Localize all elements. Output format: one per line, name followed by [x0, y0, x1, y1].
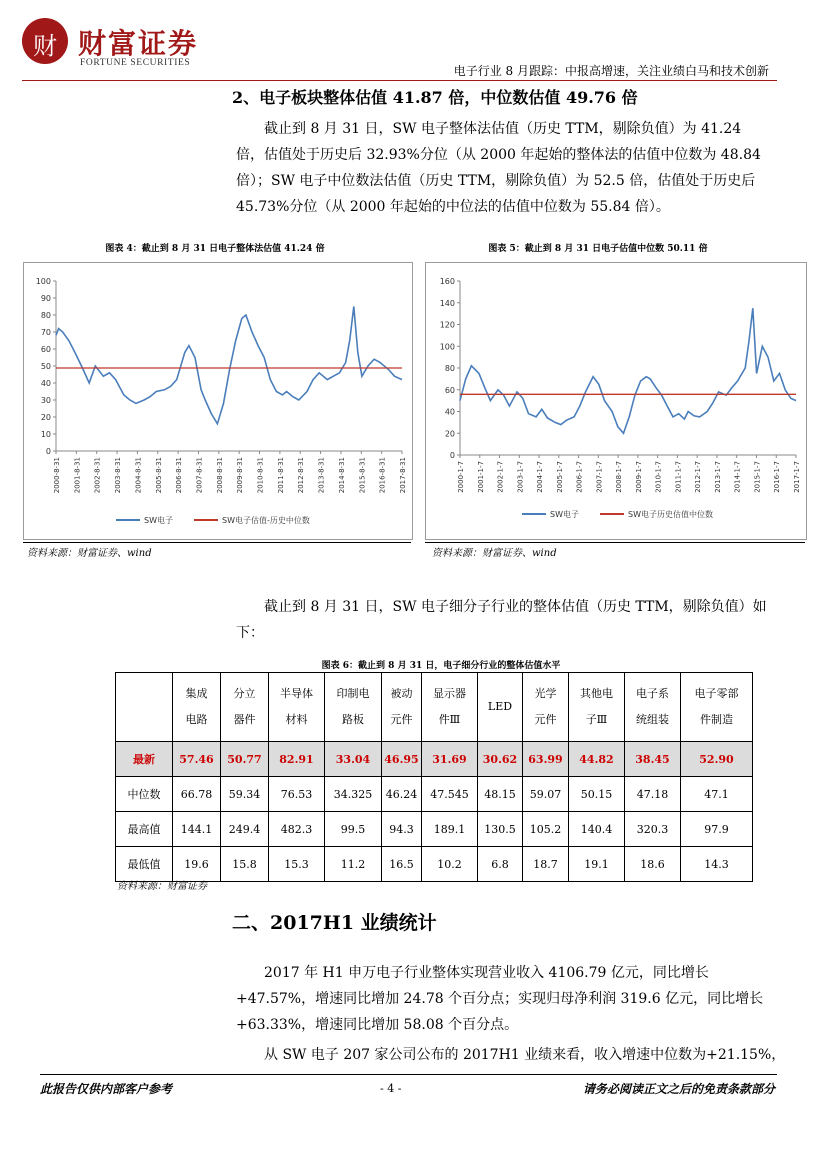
- figure5-caption: 图表 5：截止到 8 月 31 日电子估值中位数 50.11 倍: [488, 244, 708, 254]
- table-corner-cell: [116, 673, 173, 742]
- table-cell: 48.15: [478, 777, 523, 812]
- company-name-en: FORTUNE SECURITIES: [80, 58, 191, 68]
- table-header-cell: [422, 673, 478, 742]
- header-line: 集成: [185, 687, 208, 700]
- table-cell: 140.4: [569, 812, 625, 847]
- x-tick-label: 2003-8-31: [114, 457, 123, 494]
- table-header-cell: [382, 673, 422, 742]
- table-cell: 44.82: [569, 742, 625, 777]
- figure5-source: 资料来源：财富证券、wind: [432, 548, 557, 559]
- table-cell: 66.78: [173, 777, 221, 812]
- figure4-source: 资料来源：财富证券、wind: [27, 548, 152, 559]
- table-row: [116, 777, 753, 812]
- header-line: 被动: [390, 687, 413, 700]
- table-cell: 15.8: [221, 847, 269, 882]
- header-line: 其他电: [580, 687, 613, 700]
- valuation-paragraph: 截止到 8 月 31 日，SW 电子整体法估值（历史 TTM，剔除负值）为 41.24 倍，估值处于历史后 32.93%分位（从 2000 年起始的整体法的估值中位数为 48.84 倍）；SW 电子中位数法估值（历史 TTM，剔除负值）为 52.5 倍，估值处于历史后 45.73%分位（从 2000 年起始的中位法的估值中位数为 55.84 倍）。: [236, 121, 761, 215]
- table-cell: 76.53: [269, 777, 325, 812]
- table-header-cell: [681, 673, 753, 742]
- header-line: 半导体: [280, 687, 313, 700]
- x-tick-label: 2005-1-7: [555, 461, 564, 493]
- x-tick-label: 2001-1-7: [476, 461, 485, 493]
- x-tick-label: 2010-1-7: [654, 461, 663, 493]
- header-line: LED: [487, 700, 513, 713]
- performance-paragraph-1: 2017 年 H1 申万电子行业整体实现营业收入 4106.79 亿元，同比增长+47.57%，增速同比增加 24.78 个百分点；实现归母净利润 319.6 亿元，同比增长+63.33%，增速同比增加 58.08 个百分点。: [236, 965, 764, 1033]
- y-tick-label: 100: [439, 342, 455, 352]
- table-header-cell: [325, 673, 382, 742]
- y-tick-label: 20: [444, 429, 455, 439]
- header-line: 元件: [390, 713, 413, 726]
- table-cell: 59.07: [523, 777, 569, 812]
- table-header-cell: [478, 673, 523, 742]
- chart4: [24, 263, 412, 539]
- y-tick-label: 40: [444, 407, 455, 417]
- valuation-table: [115, 672, 753, 882]
- x-tick-label: 2004-8-31: [134, 457, 143, 494]
- table-cell: 130.5: [478, 812, 523, 847]
- company-name-cn: 财富证券: [78, 27, 199, 60]
- table-cell: 82.91: [269, 742, 325, 777]
- x-tick-label: 2015-1-7: [753, 461, 762, 493]
- table-cell: 46.24: [382, 777, 422, 812]
- x-tick-label: 2007-8-31: [195, 457, 204, 494]
- x-tick-label: 2002-8-31: [93, 457, 102, 494]
- x-tick-label: 2014-1-7: [733, 461, 742, 493]
- y-tick-label: 40: [40, 379, 51, 388]
- row-label: 最高值: [116, 812, 173, 847]
- table-header-row: [116, 673, 753, 742]
- header-line: 分立: [233, 687, 256, 700]
- table-cell: 320.3: [625, 812, 681, 847]
- y-tick-label: 10: [40, 430, 51, 439]
- header-line: 件制造: [700, 713, 733, 726]
- y-tick-label: 80: [444, 364, 455, 373]
- company-logo: [22, 18, 68, 64]
- table-cell: 6.8: [478, 847, 523, 882]
- table6-source: 资料来源：财富证券: [117, 881, 207, 892]
- report-title: 电子行业 8 月跟踪：中报高增速，关注业绩白马和技术创新: [453, 64, 769, 78]
- y-tick-label: 140: [439, 298, 455, 308]
- table-header-cell: [625, 673, 681, 742]
- x-tick-label: 2000-8-31: [53, 457, 61, 494]
- table-cell: 11.2: [325, 847, 382, 882]
- header-line: 电路: [185, 713, 208, 726]
- table-row: [116, 847, 753, 882]
- table6-caption: 图表 6：截止到 8 月 31 日，电子细分行业的整体估值水平: [321, 661, 561, 671]
- table-header-cell: [173, 673, 221, 742]
- legend-label: SW电子估值-历史中位数: [222, 516, 310, 525]
- header-line: 电子系: [636, 687, 669, 700]
- x-tick-label: 2011-1-7: [674, 461, 683, 493]
- footer-rule: [40, 1074, 777, 1075]
- table-header-cell: [221, 673, 269, 742]
- legend-label: SW电子: [550, 510, 579, 519]
- table-cell: 18.7: [523, 847, 569, 882]
- x-tick-label: 2006-8-31: [175, 457, 184, 494]
- table-header-cell: [269, 673, 325, 742]
- table-cell: 52.90: [681, 742, 753, 777]
- table-cell: 97.9: [681, 812, 753, 847]
- y-tick-label: 30: [40, 396, 51, 405]
- table-cell: 19.6: [173, 847, 221, 882]
- x-tick-label: 2007-1-7: [595, 461, 604, 493]
- legend-label: SW电子历史估值中位数: [628, 510, 713, 519]
- y-tick-label: 60: [40, 345, 51, 354]
- chart5-frame: [425, 262, 807, 540]
- performance-paragraph-2: 从 SW 电子 207 家公司公布的 2017H1 业绩来看，收入增速中位数为+21.15%，: [264, 1047, 786, 1063]
- table-row: [116, 812, 753, 847]
- x-tick-label: 2012-8-31: [297, 457, 306, 494]
- header-line: 材料: [285, 713, 308, 726]
- section-heading: 2、电子板块整体估值 41.87 倍，中位数估值 49.76 倍: [232, 88, 638, 107]
- header-line: 元件: [534, 713, 557, 726]
- series-line: [460, 308, 796, 433]
- table-cell: 38.45: [625, 742, 681, 777]
- row-label: 最新: [116, 742, 173, 777]
- table-cell: 249.4: [221, 812, 269, 847]
- table-cell: 31.69: [422, 742, 478, 777]
- y-tick-label: 90: [40, 294, 51, 303]
- x-tick-label: 2004-1-7: [536, 461, 545, 493]
- header-line: 件Ⅲ: [438, 713, 461, 726]
- y-tick-label: 0: [449, 451, 455, 460]
- table-cell: 63.99: [523, 742, 569, 777]
- table-cell: 14.3: [681, 847, 753, 882]
- x-tick-label: 2005-8-31: [154, 457, 163, 494]
- x-tick-label: 2009-8-31: [236, 457, 245, 494]
- x-tick-label: 2001-8-31: [73, 457, 82, 494]
- table-cell: 50.77: [221, 742, 269, 777]
- page-number: - 4 -: [380, 1082, 402, 1095]
- table-cell: 57.46: [173, 742, 221, 777]
- figure4-caption: 图表 4：截止到 8 月 31 日电子整体法估值 41.24 倍: [105, 244, 325, 254]
- x-tick-label: 2009-1-7: [634, 461, 643, 493]
- header-line: 电子零部: [694, 687, 739, 700]
- y-tick-label: 100: [35, 277, 51, 286]
- x-tick-label: 2002-1-7: [496, 461, 505, 493]
- table-header-cell: [569, 673, 625, 742]
- x-tick-label: 2008-8-31: [215, 457, 224, 494]
- chapter-heading: 二、2017H1 业绩统计: [232, 912, 437, 934]
- x-tick-label: 2010-8-31: [256, 457, 265, 494]
- x-tick-label: 2013-8-31: [317, 457, 326, 494]
- header-rule: [22, 80, 777, 81]
- x-tick-label: 2003-1-7: [516, 461, 525, 493]
- table-cell: 99.5: [325, 812, 382, 847]
- x-tick-label: 2013-1-7: [713, 461, 722, 493]
- x-tick-label: 2017-8-31: [399, 457, 407, 494]
- table-cell: 105.2: [523, 812, 569, 847]
- x-tick-label: 2011-8-31: [276, 457, 285, 494]
- y-tick-label: 80: [40, 311, 51, 320]
- source-rule: [425, 542, 805, 543]
- logo-glyph: 财: [33, 32, 57, 60]
- table-cell: 47.1: [681, 777, 753, 812]
- y-tick-label: 50: [40, 362, 51, 371]
- y-tick-label: 60: [444, 385, 455, 395]
- header-line: 器件: [233, 713, 256, 726]
- x-tick-label: 2017-1-7: [793, 461, 801, 493]
- row-label: 中位数: [116, 777, 173, 812]
- table6-wrapper: [115, 672, 753, 882]
- table-cell: 46.95: [382, 742, 422, 777]
- x-tick-label: 2015-8-31: [358, 457, 367, 494]
- table-cell: 19.1: [569, 847, 625, 882]
- table-cell: 50.15: [569, 777, 625, 812]
- table-cell: 34.325: [325, 777, 382, 812]
- x-tick-label: 2008-1-7: [615, 461, 624, 493]
- header-line: 统组装: [636, 713, 669, 726]
- table-cell: 18.6: [625, 847, 681, 882]
- source-rule: [23, 542, 411, 543]
- table-cell: 94.3: [382, 812, 422, 847]
- table-header-cell: [523, 673, 569, 742]
- table-cell: 189.1: [422, 812, 478, 847]
- footer-disclaimer: 此报告仅供内部客户参考: [40, 1082, 173, 1096]
- x-tick-label: 2014-8-31: [337, 457, 346, 494]
- table-cell: 482.3: [269, 812, 325, 847]
- x-tick-label: 2000-1-7: [457, 461, 465, 493]
- table-cell: 47.18: [625, 777, 681, 812]
- series-line: [56, 307, 402, 424]
- y-tick-label: 0: [45, 447, 51, 456]
- table-cell: 16.5: [382, 847, 422, 882]
- table-cell: 144.1: [173, 812, 221, 847]
- header-line: 显示器: [433, 687, 466, 700]
- x-tick-label: 2012-1-7: [694, 461, 703, 493]
- x-tick-label: 2006-1-7: [575, 461, 584, 493]
- y-tick-label: 120: [439, 320, 455, 330]
- chart5: [426, 263, 806, 539]
- y-tick-label: 20: [40, 413, 51, 422]
- table-cell: 59.34: [221, 777, 269, 812]
- table-row: [116, 742, 753, 777]
- table-cell: 33.04: [325, 742, 382, 777]
- header-line: 路板: [342, 713, 364, 726]
- x-tick-label: 2016-8-31: [378, 457, 387, 494]
- footer-notice: 请务必阅读正文之后的免责条款部分: [582, 1082, 775, 1096]
- table-cell: 47.545: [422, 777, 478, 812]
- chart4-frame: [23, 262, 413, 540]
- y-tick-label: 70: [40, 328, 51, 337]
- row-label: 最低值: [116, 847, 173, 882]
- table-cell: 10.2: [422, 847, 478, 882]
- table-cell: 30.62: [478, 742, 523, 777]
- legend-label: SW电子: [144, 516, 173, 525]
- subindustry-paragraph: 截止到 8 月 31 日，SW 电子细分子行业的整体估值（历史 TTM，剔除负值）如下：: [236, 599, 767, 641]
- table-cell: 15.3: [269, 847, 325, 882]
- header-line: 子Ⅲ: [585, 713, 608, 726]
- header-line: 印制电: [336, 687, 370, 700]
- x-tick-label: 2016-1-7: [773, 461, 782, 493]
- y-tick-label: 160: [439, 277, 455, 286]
- header-line: 光学: [534, 687, 557, 700]
